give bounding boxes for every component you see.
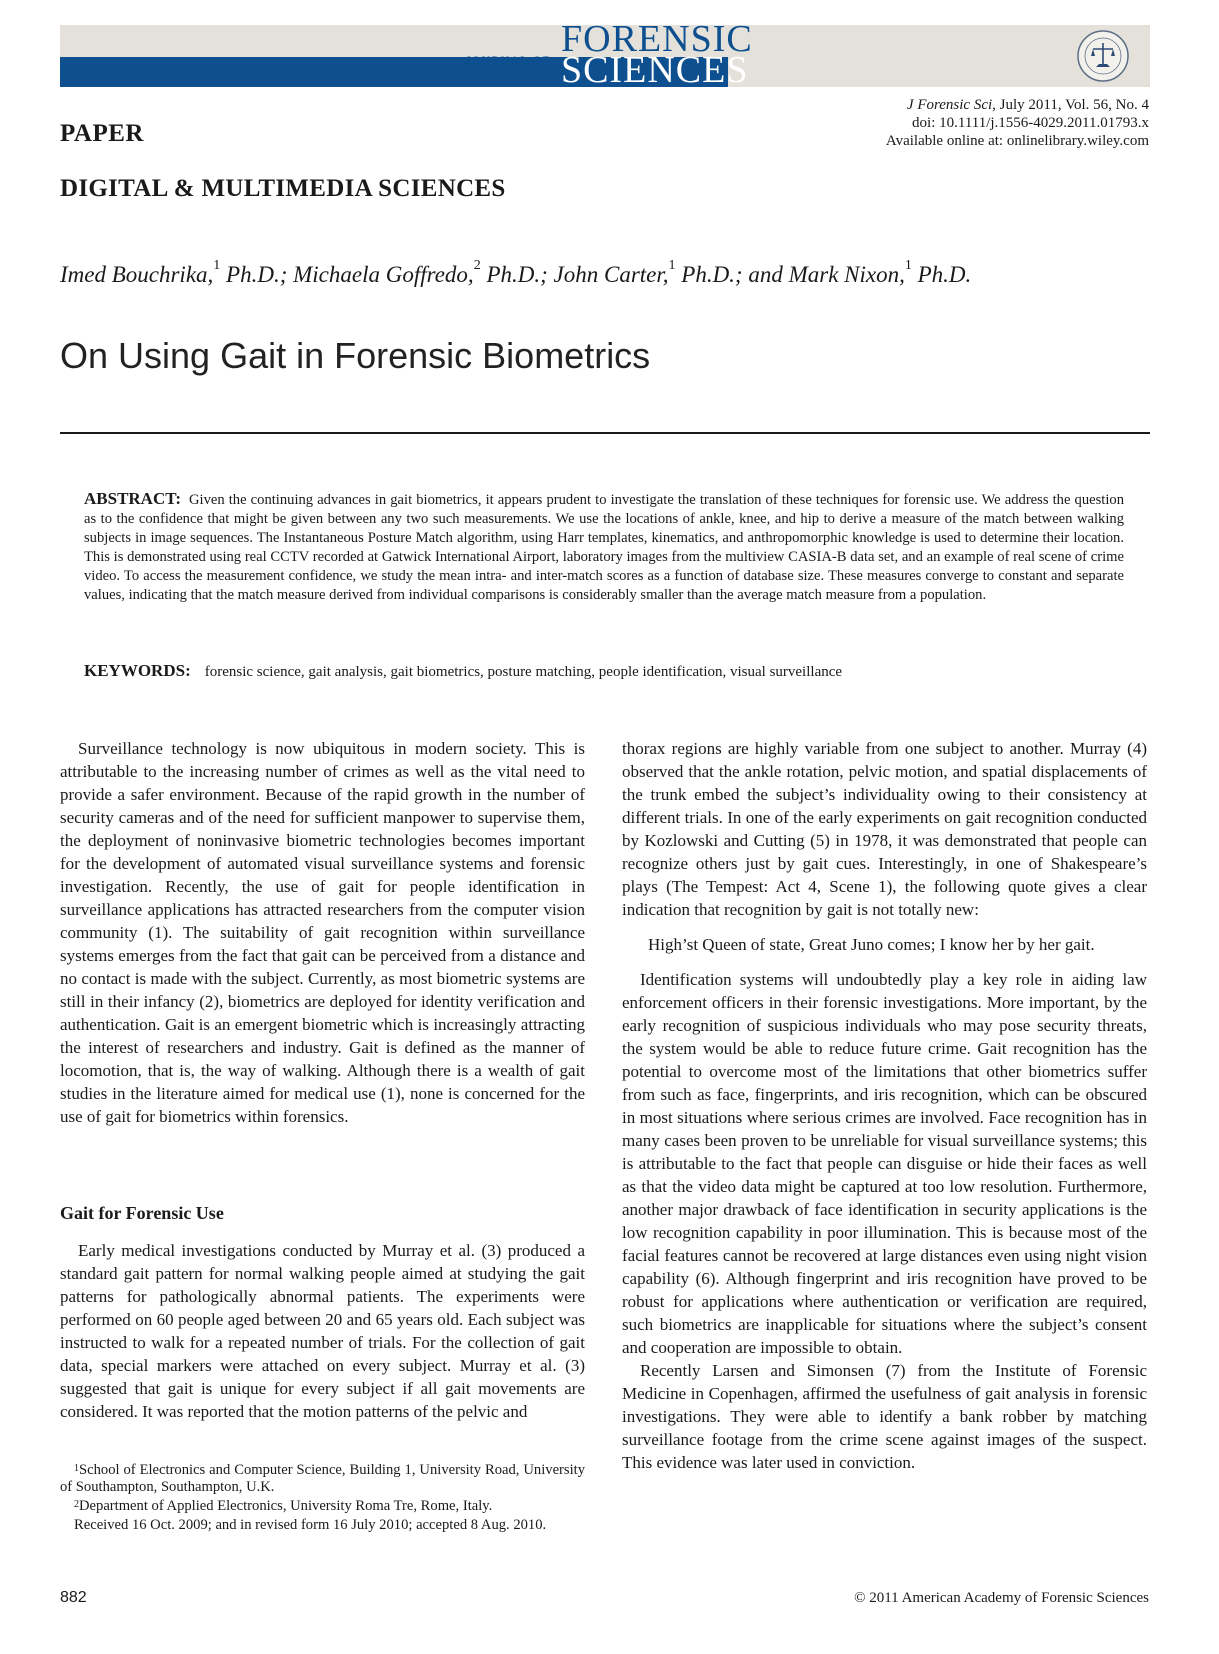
footnote-affiliation-2 (60, 1498, 585, 1515)
footnote-mark: 1 (74, 1463, 79, 1474)
footnotes (60, 1462, 585, 1536)
keywords-label: KEYWORDS: (84, 661, 191, 680)
citation-journal-line (886, 96, 1149, 114)
affiliation-mark: 1 (213, 258, 221, 273)
citation-issue: July 2011, Vol. 56, No. 4 (995, 97, 1149, 113)
page-number: 882 (60, 1589, 87, 1606)
masthead-journal-of: JOURNAL OF (466, 55, 551, 67)
masthead-forensic: FORENSIC (561, 18, 753, 60)
right-column (622, 737, 1147, 1474)
affiliation-mark: 1 (668, 258, 676, 273)
section-label: DIGITAL & MULTIMEDIA SCIENCES (60, 175, 506, 202)
affiliation-mark: 1 (904, 258, 912, 273)
author-name: Mark Nixon, (788, 262, 905, 287)
author-name: Michaela Goffredo, (293, 262, 474, 287)
citation-journal: J Forensic Sci, (906, 97, 996, 113)
author-name: John Carter, (553, 262, 669, 287)
right-paragraph: Identification systems will undoubtedly play a key role in aiding law enforcement officers in their forensic investigations. More important, by the early recognition of suspicious individuals who may pose security threats, the system would be able to reduce future crime. Gait recognition has the potential to overcome most of the limitations that other biometrics suffer from such as face, fingerprints, and iris recognition, which can be obscured in most situations where serious crimes are involved. Face recognition has in many cases been proven to be unreliable for visual surveillance systems; this is attributable to the fact that people can disguise or hide their faces as well as that the video data might be captured at too low resolution. Furthermore, another major drawback of face identification in security applications is the low recognition capability in poor illumination. This is because most of the facial features cannot be recovered at large distances even using night vision capability (6). Although fingerprint and iris recognition have proved to be robust for applications where authentication or verification are required, such biometrics are inapplicable for situations where the subject’s consent and cooperation are impossible to obtain. (622, 970, 1147, 1357)
forensic-paragraph: Early medical investigations conducted by Murray et al. (3) produced a standard gait pattern for normal walking people aimed at studying the gait patterns for pathologically abnormal patients. The experiments were performed on 60 people aged between 20 and 65 years old. Each subject was instructed to walk for a repeated number of trials. For the collection of gait data, special markers were attached on every subject. Murray et al. (3) suggested that gait is unique for every subject if all gait movements are considered. It was reported that the motion patterns of the pelvic and (60, 1241, 585, 1421)
keywords (84, 661, 1124, 681)
citation-block (886, 96, 1149, 150)
footnote-mark: 2 (74, 1499, 79, 1510)
author-degree: Ph.D.; (480, 262, 554, 287)
paper-type-label: PAPER (60, 120, 144, 147)
author-list (60, 258, 972, 288)
left-column-intro (60, 737, 585, 1128)
masthead-sciences: SCIENCES (561, 49, 749, 91)
paper-title: On Using Gait in Forensic Biometrics (60, 335, 651, 376)
citation-online: Available online at: onlinelibrary.wiley.com (885, 133, 1149, 149)
author-degree: Ph.D.; (220, 262, 294, 287)
title-divider (60, 432, 1150, 434)
shakespeare-quote: High’st Queen of state, Great Juno comes; I know her by her gait. (648, 935, 1095, 954)
author-degree: Ph.D. (911, 262, 972, 287)
abstract-text: Given the continuing advances in gait biometrics, it appears prudent to investigate the translation of these techniques for forensic use. We address the question as to the confidence that might be given between any two such measurements. We use the locations of ankle, knee, and hip to derive a measure of the match between walking subjects in image sequences. The Instantaneous Posture Match algorithm, using Harr templates, kinematics, and anthropomorphic knowledge is used to determine their location. This is demonstrated using real CCTV recorded at Gatwick International Airport, laboratory images from the multiview CASIA-B data set, and an example of real scene of crime video. To access the measurement confidence, we study the mean intra- and inter-match scores as a function of database size. These measures converge to constant and separate values, indicating that the match measure derived from individual comparisons is considerably smaller than the average match measure from a population. (84, 492, 1124, 603)
author-name: Imed Bouchrika, (60, 262, 214, 287)
right-paragraph: Recently Larsen and Simonsen (7) from the Institute of Forensic Medicine in Copenhagen, affirmed the usefulness of gait analysis in forensic investigations. They were able to identify a bank robber by matching surveillance footage from the crime scene against images of the suspect. This evidence was later used in conviction. (622, 1361, 1147, 1472)
footnote-text: School of Electronics and Computer Science, Building 1, University Road, University of Southampton, Southampton, U.K. (60, 1462, 585, 1495)
left-column-section (60, 1239, 585, 1423)
journal-banner (60, 18, 1150, 91)
author-degree: Ph.D.; and (675, 262, 789, 287)
affiliation-mark: 2 (473, 258, 481, 273)
aafs-seal-icon (1076, 29, 1130, 83)
footnote-text: Department of Applied Electronics, University Roma Tre, Rome, Italy. (79, 1498, 493, 1514)
abstract-label: ABSTRACT: (84, 489, 181, 508)
citation-doi: doi: 10.1111/j.1556-4029.2011.01793.x (912, 115, 1149, 131)
footnote-affiliation-1 (60, 1462, 585, 1496)
received-dates: Received 16 Oct. 2009; and in revised form 16 July 2010; accepted 8 Aug. 2010. (74, 1517, 547, 1533)
right-paragraph-continued: thorax regions are highly variable from one subject to another. Murray (4) observed that the ankle rotation, pelvic motion, and spatial displacements of the trunk embed the subject’s individuality owing to their consistency at different trials. In one of the early experiments on gait recognition conducted by Kozlowski and Cutting (5) in 1978, it was demonstrated that people can recognize others just by gait cues. Interestingly, in one of Shakespeare’s plays (The Tempest: Act 4, Scene 1), the following quote gives a clear indication that recognition by gait is not totally new: (622, 739, 1147, 919)
abstract (84, 489, 1124, 605)
section-heading: Gait for Forensic Use (60, 1203, 224, 1223)
intro-paragraph: Surveillance technology is now ubiquitous in modern society. This is attributable to the increasing number of crimes as well as the vital need to provide a safer environment. Because of the rapid growth in the number of security cameras and of the need for sufficient manpower to supervise them, the deployment of noninvasive biometric technologies becomes important for the development of automated visual surveillance systems and forensic investigation. Recently, the use of gait for people identification in surveillance applications has attracted researchers from the computer vision community (1). The suitability of gait recognition within surveillance systems emerges from the fact that gait can be perceived from a distance and no contact is made with the subject. Currently, as most biometric systems are still in their infancy (2), biometrics are deployed for identity verification and authentication. Gait is an emergent biometric which is increasingly attracting the interest of researchers and industry. Gait is defined as the manner of locomotion, that is, the way of walking. Although there is a wealth of gait studies in the literature aimed for medical use (1), none is concerned for the use of gait for biometrics within forensics. (60, 739, 585, 1126)
keywords-text: forensic science, gait analysis, gait biometrics, posture matching, people identification, visual surveillance (204, 664, 843, 680)
copyright-notice: © 2011 American Academy of Forensic Sciences (854, 1590, 1149, 1606)
